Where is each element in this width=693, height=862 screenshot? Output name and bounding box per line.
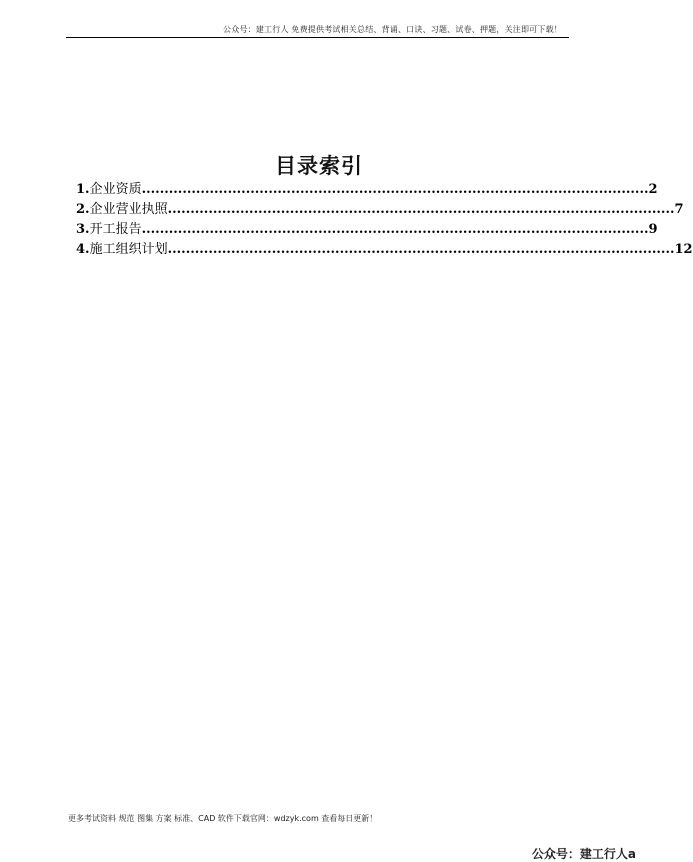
toc-list bbox=[76, 180, 693, 260]
toc-entry-page: 2 bbox=[648, 182, 658, 197]
toc-entry[interactable] bbox=[76, 220, 658, 240]
toc-leader-dots: ................................................................................................................ bbox=[141, 222, 649, 237]
toc-entry[interactable] bbox=[76, 180, 658, 200]
toc-entry-page: 12 bbox=[674, 242, 693, 257]
toc-entry-number: 1. bbox=[76, 182, 90, 197]
toc-title: 目录索引 bbox=[275, 154, 363, 178]
toc-entry-label: 企业营业执照 bbox=[89, 202, 168, 217]
toc-entry-page: 7 bbox=[674, 202, 684, 217]
page-footer-text: 更多考试资料 规范 图集 方案 标准、CAD 软件下载官网：wdzyk.com 查看每日更新！ bbox=[68, 814, 378, 823]
toc-leader-dots: ................................................................................................................ bbox=[141, 182, 649, 197]
toc-entry-number: 2. bbox=[76, 202, 90, 217]
toc-entry-number: 4. bbox=[76, 242, 90, 257]
page-header-text: 公众号：建工行人 免费提供考试相关总结、背诵、口诀、习题、试卷、押题，关注即可下载！ bbox=[223, 25, 562, 34]
toc-leader-dots: ................................................................................................................ bbox=[167, 242, 675, 257]
header-divider bbox=[66, 37, 569, 38]
toc-entry-label: 企业资质 bbox=[89, 182, 142, 197]
toc-entry-label: 开工报告 bbox=[89, 222, 142, 237]
toc-entry[interactable] bbox=[76, 200, 684, 220]
watermark-text: 公众号：建工行人a bbox=[531, 847, 636, 861]
toc-entry[interactable] bbox=[76, 240, 693, 260]
toc-entry-number: 3. bbox=[76, 222, 90, 237]
toc-entry-label: 施工组织计划 bbox=[89, 242, 168, 257]
toc-leader-dots: ................................................................................................................ bbox=[167, 202, 675, 217]
toc-entry-page: 9 bbox=[648, 222, 658, 237]
